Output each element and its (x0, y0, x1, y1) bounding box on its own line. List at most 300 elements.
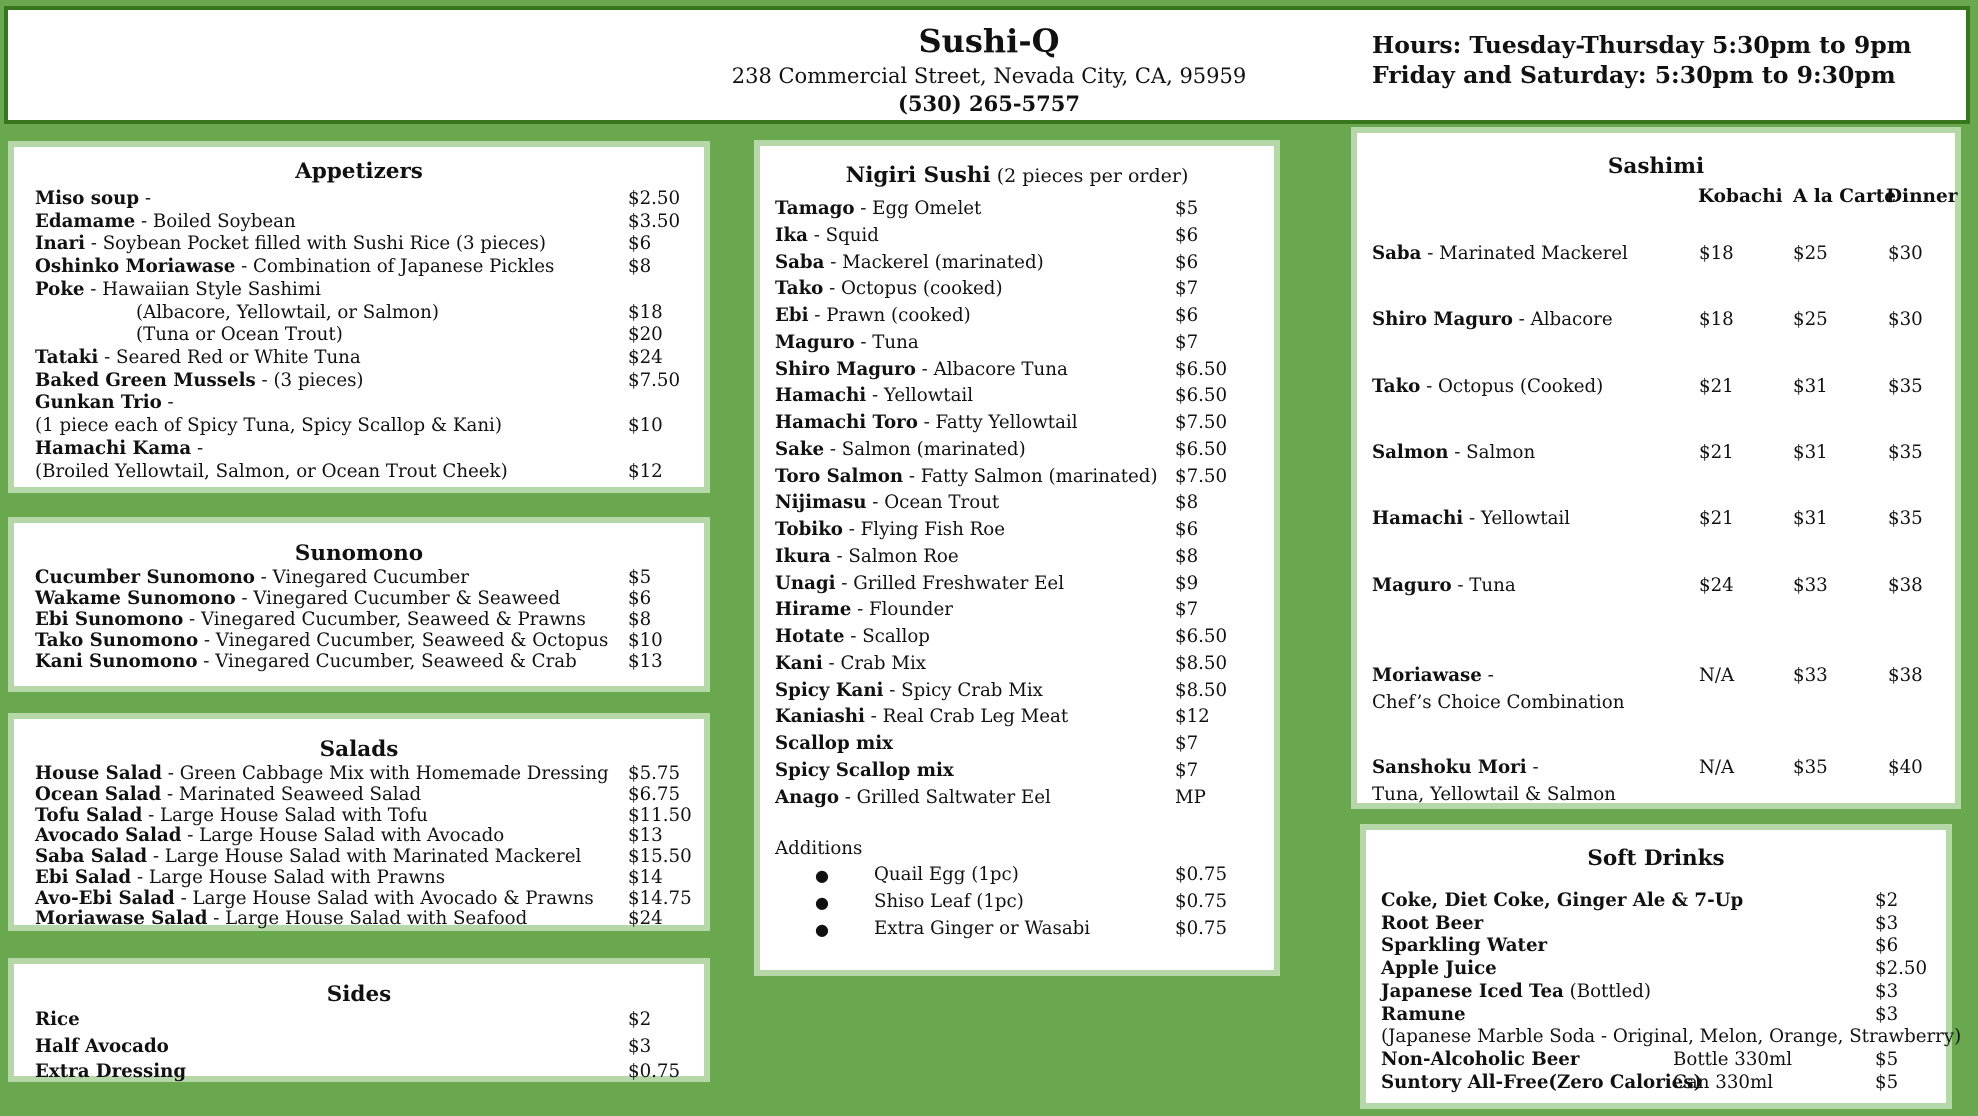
nigiri-item-name: Tako (775, 278, 824, 300)
appetizers-item (35, 188, 151, 209)
sides-item-price: $0.75 (628, 1061, 681, 1082)
drinks-item-size: Can 330ml (1673, 1071, 1774, 1093)
sashimi-item-price: $21 (1699, 376, 1734, 397)
sunomono-item (35, 567, 469, 588)
drinks-item (1381, 935, 1547, 956)
nigiri-item-desc: - Octopus (cooked) (823, 278, 1003, 300)
nigiri-item (775, 653, 926, 674)
drinks-item (1381, 1026, 1961, 1047)
nigiri-item (775, 252, 1044, 273)
sashimi-item-desc: - Salmon (1448, 442, 1536, 463)
appetizers-item-desc: - Soybean Pocket filled with Sushi Rice (3 pieces) (85, 233, 546, 254)
salads-item-name: House Salad (35, 763, 163, 784)
additions-item-name: Shiso Leaf (1pc) (874, 891, 1024, 912)
appetizers-item-desc: - Boiled Soybean (135, 211, 296, 232)
nigiri-item-price: $6 (1175, 519, 1199, 540)
appetizers-item-name: Inari (35, 233, 86, 254)
appetizers-item-price: $3.50 (628, 211, 681, 232)
sashimi-item-price: $38 (1888, 665, 1923, 686)
appetizers-item-desc: - Combination of Japanese Pickles (235, 256, 555, 277)
nigiri-item-price: $8 (1175, 545, 1199, 567)
appetizers-item-name: Poke (35, 279, 85, 300)
sunomono-item-name: Kani Sunomono (35, 651, 198, 672)
sides-item-name: Extra Dressing (35, 1061, 187, 1082)
sashimi-item-price: $21 (1699, 508, 1734, 529)
sashimi-item-desc: - Octopus (Cooked) (1420, 376, 1604, 397)
sunomono-item-desc: - Vinegared Cucumber, Seaweed & Crab (197, 651, 577, 672)
appetizers-item (35, 233, 546, 254)
sunomono-item-name: Ebi Sunomono (35, 609, 184, 630)
drinks-item-desc: (Bottled) (1563, 980, 1651, 1002)
nigiri-item-desc: - Yellowtail (866, 385, 974, 407)
nigiri-item-price: $12 (1175, 706, 1210, 728)
appetizers-item-desc: - (161, 392, 174, 413)
salads-item (35, 908, 527, 929)
salads-item (35, 784, 421, 805)
nigiri-item-desc: - Salmon (marinated) (824, 438, 1026, 460)
appetizers-item-desc: (1 piece each of Spicy Tuna, Spicy Scallop & Kani) (35, 415, 502, 436)
salads-item-desc: - Marinated Seaweed Salad (161, 784, 422, 805)
appetizers-item (136, 302, 439, 323)
sashimi-item-name: Shiro Maguro (1372, 309, 1513, 330)
additions-bullet: ● (815, 920, 829, 939)
sashimi-item-price: $18 (1699, 243, 1734, 264)
nigiri-item-price: $6.50 (1175, 438, 1228, 460)
sashimi-item (1372, 508, 1570, 529)
nigiri-item-name: Ika (775, 224, 808, 246)
sashimi-panel (1351, 127, 1961, 809)
appetizers-item-price: $18 (628, 302, 663, 323)
nigiri-item-name: Ikura (775, 545, 831, 567)
sashimi-item-price: $31 (1793, 508, 1828, 529)
sashimi-item-name: Sanshoku Mori (1372, 757, 1527, 778)
salads-item-name: Ebi Salad (35, 867, 132, 888)
sashimi-item-price: $35 (1888, 508, 1923, 529)
salads-item-desc: - Large House Salad with Tofu (142, 805, 428, 826)
nigiri-item-name: Kaniashi (775, 706, 865, 728)
nigiri-item-desc: - Grilled Freshwater Eel (835, 572, 1065, 594)
salads-item-name: Ocean Salad (35, 784, 162, 805)
salads-panel (8, 713, 710, 931)
additions-item-name: Extra Ginger or Wasabi (874, 918, 1091, 939)
sides-item (35, 1036, 169, 1057)
sides-item-name: Rice (35, 1009, 80, 1030)
sashimi-item-price: N/A (1699, 757, 1735, 778)
appetizers-item (35, 256, 554, 277)
appetizers-item-name: Oshinko Moriawase (35, 256, 236, 277)
appetizers-item (35, 347, 361, 368)
sunomono-item (35, 651, 577, 672)
drinks-item-name: Apple Juice (1381, 958, 1497, 980)
sashimi-item-desc: - (1481, 665, 1494, 686)
additions-item-price: $0.75 (1175, 918, 1228, 939)
salads-item-name: Moriawase Salad (35, 908, 208, 929)
salads-item-price: $5.75 (628, 763, 681, 784)
nigiri-item-name: Scallop mix (775, 733, 893, 754)
nigiri-item-desc: - Mackerel (marinated) (824, 251, 1044, 273)
nigiri-item (775, 626, 930, 647)
drinks-item-price: $6 (1875, 935, 1899, 957)
nigiri-item (775, 278, 1003, 299)
drinks-item-desc: (Japanese Marble Soda - Original, Melon, Orange, Strawberry) (1381, 1026, 1962, 1048)
sashimi-item-price: $25 (1793, 309, 1828, 330)
sashimi-item-price: $24 (1699, 575, 1734, 596)
nigiri-item (775, 546, 959, 567)
sashimi-column-header: A la Carte (1793, 186, 1897, 207)
sashimi-item-desc: - Marinated Mackerel (1421, 243, 1628, 264)
nigiri-item-price: $8.50 (1175, 652, 1228, 674)
drinks-panel (1360, 824, 1962, 1109)
nigiri-item-desc: - Egg Omelet (854, 198, 982, 219)
appetizers-item-desc: - (139, 188, 151, 209)
nigiri-item-name: Kani (775, 652, 823, 674)
sashimi-item (1372, 442, 1535, 463)
sides-panel (8, 958, 710, 1082)
sunomono-item-price: $13 (628, 651, 663, 672)
drinks-item-size: Bottle 330ml (1673, 1048, 1793, 1070)
nigiri-item-desc: - Scallop (844, 626, 930, 647)
hours-line-2: Friday and Saturday: 5:30pm to 9:30pm (1372, 61, 1896, 89)
nigiri-item-desc: - Squid (807, 224, 879, 246)
sashimi-item-desc: - Yellowtail (1463, 508, 1571, 529)
restaurant-phone: (530) 265-5757 (897, 91, 1081, 116)
appetizers-item-desc: - (191, 438, 204, 459)
sunomono-item (35, 630, 608, 651)
sashimi-item-price: $33 (1793, 665, 1828, 686)
nigiri-item-price: $8.50 (1175, 679, 1228, 701)
appetizers-item (35, 415, 502, 436)
nigiri-item-desc: - Fatty Yellowtail (917, 412, 1078, 433)
nigiri-item-name: Nijimasu (775, 492, 867, 514)
salads-item-desc: - Green Cabbage Mix with Homemade Dressing (162, 763, 609, 784)
sunomono-item-name: Tako Sunomono (35, 630, 199, 651)
sides-item-name: Half Avocado (35, 1036, 169, 1057)
nigiri-item (775, 599, 953, 620)
drinks-item-price: $2 (1875, 890, 1899, 911)
restaurant-name: Sushi-Q (918, 22, 1060, 60)
sides-item-price: $2 (628, 1009, 652, 1030)
appetizers-item-desc: (Albacore, Yellowtail, or Salmon) (136, 302, 439, 323)
appetizers-item-name: Baked Green Mussels (35, 370, 256, 391)
sunomono-item-price: $5 (628, 567, 652, 588)
sashimi-item-price: $35 (1888, 442, 1923, 463)
sashimi-item-desc2: Tuna, Yellowtail & Salmon (1372, 784, 1616, 805)
nigiri-item-desc: - Spicy Crab Mix (883, 679, 1043, 701)
nigiri-item-price: $7 (1175, 331, 1199, 353)
sides-title: Sides (326, 982, 392, 1007)
appetizers-item-desc: - (3 pieces) (255, 370, 364, 391)
drinks-item-price: $5 (1875, 1071, 1899, 1093)
salads-item-desc: - Large House Salad with Prawns (131, 867, 446, 888)
appetizers-item (136, 324, 343, 345)
appetizers-item-price: $12 (628, 461, 663, 482)
appetizers-item-price: $2.50 (628, 188, 681, 209)
drinks-item-name: Ramune (1381, 1003, 1466, 1025)
nigiri-item-price: $6 (1175, 305, 1199, 326)
nigiri-title (760, 163, 1274, 188)
hours-line-1: Hours: Tuesday-Thursday 5:30pm to 9pm (1372, 31, 1912, 59)
nigiri-item-desc: - Salmon Roe (830, 545, 959, 567)
drinks-item (1381, 913, 1483, 934)
salads-item-price: $14 (628, 867, 663, 888)
sashimi-item-price: $38 (1888, 575, 1923, 596)
sashimi-item-name: Moriawase (1372, 665, 1482, 686)
drinks-title: Soft Drinks (1587, 846, 1725, 871)
appetizers-item-name: Hamachi Kama (35, 438, 192, 459)
nigiri-item-name: Hirame (775, 599, 852, 621)
nigiri-item (775, 439, 1026, 460)
nigiri-item (775, 385, 973, 406)
drinks-item-price: $3 (1875, 912, 1899, 934)
sashimi-item (1372, 309, 1613, 330)
restaurant-address: 238 Commercial Street, Nevada City, CA, 95959 (731, 64, 1247, 88)
drinks-item-name: Japanese Iced Tea (1381, 980, 1564, 1002)
sashimi-item-price: $35 (1888, 376, 1923, 397)
salads-item-desc: - Large House Salad with Seafood (207, 908, 528, 929)
drinks-item (1381, 1072, 1702, 1093)
appetizers-item (35, 438, 203, 459)
additions-title: Additions (775, 838, 863, 859)
nigiri-item-price: $7 (1175, 278, 1199, 300)
sashimi-item-name: Hamachi (1372, 508, 1464, 529)
sunomono-title: Sunomono (294, 541, 424, 566)
nigiri-item (775, 787, 1051, 808)
nigiri-item (775, 760, 954, 781)
sashimi-item-price: N/A (1699, 665, 1735, 686)
sashimi-item (1372, 243, 1628, 264)
nigiri-item-name: Hamachi (775, 385, 867, 407)
appetizers-item-price: $8 (628, 256, 652, 277)
salads-item (35, 825, 504, 846)
sashimi-item (1372, 376, 1603, 397)
nigiri-subtitle: (2 pieces per order) (990, 165, 1189, 187)
nigiri-item-price: MP (1175, 786, 1206, 808)
appetizers-item (35, 279, 321, 300)
sashimi-column-header: Dinner (1886, 186, 1958, 207)
nigiri-item-name: Shiro Maguro (775, 358, 916, 380)
nigiri-item (775, 305, 971, 326)
nigiri-item-price: $7 (1175, 759, 1199, 781)
salads-item-price: $14.75 (628, 888, 692, 909)
sashimi-item-price: $31 (1793, 442, 1828, 463)
sunomono-item-desc: - Vinegared Cucumber & Seaweed (235, 588, 561, 609)
drinks-item (1381, 1004, 1466, 1025)
nigiri-item-name: Maguro (775, 331, 855, 353)
additions-item-price: $0.75 (1175, 864, 1228, 885)
appetizers-item-price: $7.50 (628, 370, 681, 391)
salads-item-price: $24 (628, 908, 663, 929)
sashimi-item-name: Maguro (1372, 575, 1452, 596)
salads-item-desc: - Large House Salad with Avocado (181, 825, 505, 846)
sunomono-item (35, 609, 586, 630)
salads-item (35, 867, 445, 888)
sides-item (35, 1009, 80, 1030)
nigiri-item-desc: - Flying Fish Roe (842, 519, 1005, 540)
nigiri-item-desc: - Grilled Saltwater Eel (838, 786, 1051, 808)
nigiri-item (775, 359, 1068, 380)
salads-item-name: Avo-Ebi Salad (35, 888, 175, 909)
salads-item (35, 805, 428, 826)
appetizers-item-price: $10 (628, 415, 663, 436)
appetizers-item-price: $6 (628, 233, 652, 254)
nigiri-item-name: Anago (775, 786, 839, 808)
nigiri-item-price: $6.50 (1175, 385, 1228, 407)
salads-item-name: Saba Salad (35, 846, 148, 867)
drinks-item-price: $3 (1875, 980, 1899, 1002)
drinks-item-price: $5 (1875, 1048, 1899, 1070)
nigiri-item (775, 733, 893, 754)
sunomono-panel (8, 517, 710, 692)
sashimi-item-price: $25 (1793, 243, 1828, 264)
sunomono-item-desc: - Vinegared Cucumber (254, 567, 469, 588)
nigiri-item-price: $6 (1175, 224, 1199, 246)
sashimi-item-price: $21 (1699, 442, 1734, 463)
drinks-item-name: Coke, Diet Coke, Ginger Ale & 7-Up (1381, 890, 1744, 911)
appetizers-item-name: Edamame (35, 211, 136, 232)
additions-bullet: ● (815, 893, 829, 912)
salads-item-desc: - Large House Salad with Marinated Mackerel (147, 846, 582, 867)
nigiri-item-name: Toro Salmon (775, 465, 904, 487)
nigiri-item (775, 706, 1068, 727)
sashimi-item (1372, 575, 1516, 596)
salads-title: Salads (319, 737, 399, 762)
sashimi-item (1372, 757, 1539, 778)
sashimi-item-desc: - Tuna (1451, 575, 1516, 596)
salads-item (35, 846, 581, 867)
sunomono-item-desc: - Vinegared Cucumber, Seaweed & Octopus (198, 630, 609, 651)
salads-item-price: $15.50 (628, 846, 692, 867)
hours (1372, 30, 1912, 90)
sashimi-item-name: Tako (1372, 376, 1421, 397)
sides-item-price: $3 (628, 1036, 652, 1057)
sashimi-item-desc: - (1526, 757, 1539, 778)
salads-item-name: Avocado Salad (35, 825, 182, 846)
nigiri-item-price: $7 (1175, 599, 1199, 621)
sashimi-item-desc2: Chef’s Choice Combination (1372, 692, 1625, 713)
nigiri-item-desc: - Real Crab Leg Meat (864, 706, 1069, 728)
nigiri-item-name: Ebi (775, 305, 809, 326)
sunomono-item-desc: - Vinegared Cucumber, Seaweed & Prawns (183, 609, 586, 630)
nigiri-item (775, 519, 1005, 540)
additions-item-price: $0.75 (1175, 891, 1228, 912)
appetizers-item-name: Gunkan Trio (35, 392, 162, 413)
nigiri-item-name: Spicy Scallop mix (775, 759, 954, 781)
appetizers-item-desc: (Tuna or Ocean Trout) (136, 324, 343, 345)
nigiri-item-price: $6.50 (1175, 626, 1228, 647)
appetizers-panel (8, 141, 710, 493)
sashimi-item-price: $31 (1793, 376, 1828, 397)
sunomono-item (35, 588, 560, 609)
drinks-item-name: Suntory All-Free(Zero Calories) (1381, 1071, 1703, 1093)
sashimi-item (1372, 665, 1494, 686)
sashimi-item-name: Salmon (1372, 442, 1449, 463)
nigiri-item-desc: - Ocean Trout (866, 492, 1000, 514)
nigiri-item (775, 412, 1078, 433)
sashimi-item-name: Saba (1372, 243, 1422, 264)
appetizers-item-desc: - Hawaiian Style Sashimi (84, 279, 321, 300)
sashimi-item-price: $33 (1793, 575, 1828, 596)
sunomono-item-price: $6 (628, 588, 652, 609)
nigiri-item-price: $8 (1175, 492, 1199, 514)
nigiri-item-name: Unagi (775, 572, 836, 594)
appetizers-item (35, 461, 508, 482)
nigiri-title-text: Nigiri Sushi (845, 163, 991, 188)
appetizers-item-desc: (Broiled Yellowtail, Salmon, or Ocean Trout Cheek) (35, 461, 508, 482)
nigiri-item-name: Hamachi Toro (775, 412, 918, 433)
appetizers-item-price: $20 (628, 324, 663, 345)
nigiri-item-name: Saba (775, 251, 825, 273)
nigiri-item-price: $9 (1175, 572, 1199, 594)
salads-item-price: $11.50 (628, 805, 692, 826)
nigiri-item-price: $5 (1175, 198, 1199, 219)
drinks-item-name: Sparkling Water (1381, 935, 1548, 957)
sunomono-item-price: $8 (628, 609, 652, 630)
sunomono-item-name: Wakame Sunomono (35, 588, 236, 609)
nigiri-item-desc: - Flounder (851, 599, 953, 621)
nigiri-item (775, 198, 981, 219)
drinks-item-name: Non-Alcoholic Beer (1381, 1048, 1580, 1070)
appetizers-item (35, 370, 364, 391)
sashimi-item-price: $30 (1888, 243, 1923, 264)
nigiri-item-desc: - Prawn (cooked) (808, 305, 971, 326)
nigiri-item (775, 492, 999, 513)
nigiri-item-desc: - Tuna (854, 331, 919, 353)
drinks-item (1381, 981, 1651, 1002)
salads-item (35, 888, 594, 909)
sashimi-item-price: $35 (1793, 757, 1828, 778)
nigiri-item-name: Hotate (775, 626, 845, 647)
sashimi-item-price: $18 (1699, 309, 1734, 330)
nigiri-item (775, 332, 919, 353)
sashimi-item-price: $30 (1888, 309, 1923, 330)
nigiri-item-name: Tobiko (775, 519, 843, 540)
sashimi-column-header: Kobachi (1698, 186, 1783, 207)
salads-item (35, 763, 609, 784)
appetizers-item-price: $24 (628, 347, 663, 368)
nigiri-item (775, 466, 1158, 487)
nigiri-item-price: $7.50 (1175, 465, 1228, 487)
nigiri-item-price: $6.50 (1175, 358, 1228, 380)
nigiri-item (775, 680, 1043, 701)
nigiri-item (775, 225, 879, 246)
additions-item-name: Quail Egg (1pc) (874, 864, 1019, 885)
nigiri-panel (754, 140, 1280, 976)
nigiri-item-price: $6 (1175, 251, 1199, 273)
salads-item-price: $6.75 (628, 784, 681, 805)
nigiri-item-desc: - Crab Mix (822, 652, 927, 674)
additions-bullet: ● (815, 866, 829, 885)
nigiri-item-price: $7 (1175, 733, 1199, 754)
appetizers-item-name: Miso soup (35, 188, 140, 209)
drinks-item (1381, 1049, 1579, 1070)
appetizers-item (35, 392, 174, 413)
drinks-item-price: $3 (1875, 1003, 1899, 1025)
sunomono-item-price: $10 (628, 630, 663, 651)
salads-item-name: Tofu Salad (35, 805, 143, 826)
nigiri-item-name: Tamago (775, 198, 855, 219)
nigiri-item-desc: - Albacore Tuna (915, 358, 1068, 380)
nigiri-item-price: $7.50 (1175, 412, 1228, 433)
nigiri-item-name: Sake (775, 438, 825, 460)
sides-item (35, 1061, 186, 1082)
drinks-item-price: $2.50 (1875, 958, 1928, 980)
nigiri-item (775, 573, 1064, 594)
nigiri-item-name: Spicy Kani (775, 679, 884, 701)
drinks-item (1381, 958, 1497, 979)
salads-item-desc: - Large House Salad with Avocado & Prawns (174, 888, 594, 909)
sunomono-item-name: Cucumber Sunomono (35, 567, 255, 588)
drinks-item (1381, 890, 1743, 911)
